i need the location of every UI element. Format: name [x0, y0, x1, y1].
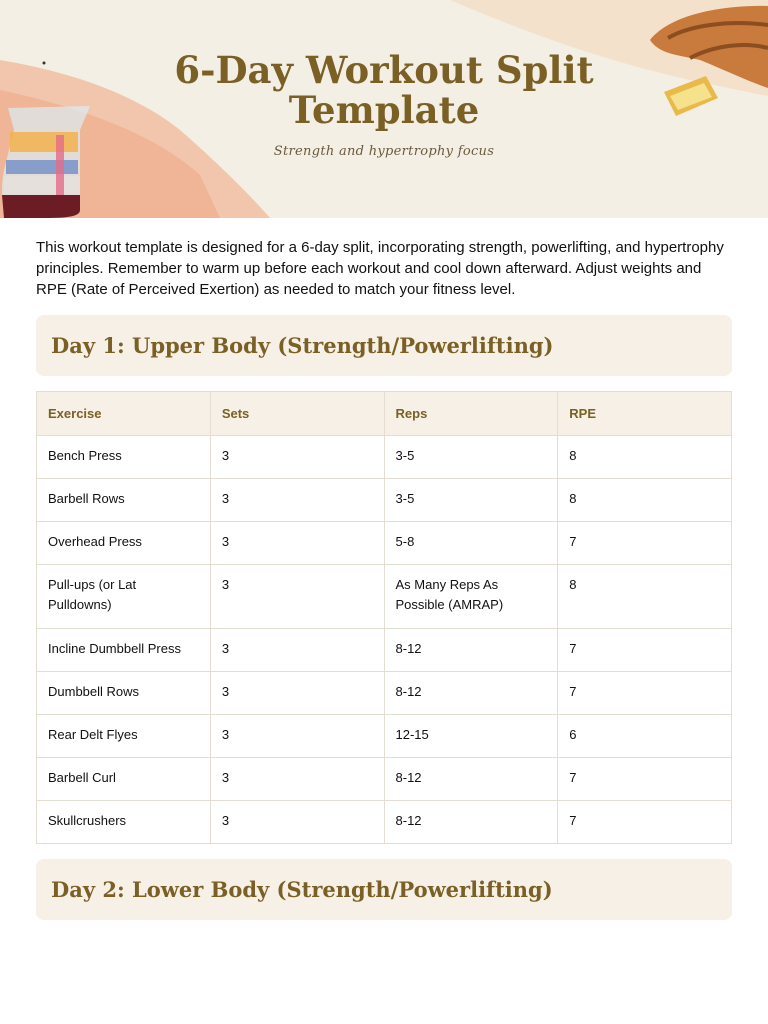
title-line-2: Template: [288, 88, 480, 132]
rpe-cell: 7: [558, 672, 732, 715]
table-row: [37, 436, 732, 479]
reps-cell: As Many Reps As Possible (AMRAP): [384, 565, 558, 629]
exercise-cell: Rear Delt Flyes: [37, 715, 211, 758]
day-1-title: Day 1: Upper Body (Strength/Powerlifting): [51, 333, 554, 358]
sets-cell: 3: [210, 565, 384, 629]
day-1-banner: [36, 315, 732, 376]
sets-cell: 3: [210, 672, 384, 715]
table-row: [37, 522, 732, 565]
title-line-1: 6-Day Workout Split: [174, 48, 594, 92]
table-header-row: [37, 392, 732, 436]
reps-cell: 3-5: [384, 436, 558, 479]
table-row: [37, 629, 732, 672]
rpe-cell: 6: [558, 715, 732, 758]
sets-cell: 3: [210, 436, 384, 479]
page-title: [0, 50, 768, 130]
rpe-cell: 8: [558, 479, 732, 522]
sets-cell: 3: [210, 479, 384, 522]
rpe-cell: 7: [558, 522, 732, 565]
reps-cell: 8-12: [384, 801, 558, 844]
day-1-table: [36, 391, 732, 844]
exercise-cell: Dumbbell Rows: [37, 672, 211, 715]
reps-cell: 8-12: [384, 672, 558, 715]
column-header-exercise: Exercise: [37, 392, 211, 436]
reps-cell: 8-12: [384, 758, 558, 801]
column-header-reps: Reps: [384, 392, 558, 436]
table-row: [37, 479, 732, 522]
rpe-cell: 8: [558, 436, 732, 479]
reps-cell: 5-8: [384, 522, 558, 565]
reps-cell: 8-12: [384, 629, 558, 672]
exercise-cell: Incline Dumbbell Press: [37, 629, 211, 672]
reps-cell: 12-15: [384, 715, 558, 758]
sets-cell: 3: [210, 801, 384, 844]
day-2-banner: [36, 859, 732, 920]
table-row: [37, 672, 732, 715]
reps-cell: 3-5: [384, 479, 558, 522]
table-row: [37, 801, 732, 844]
exercise-cell: Barbell Curl: [37, 758, 211, 801]
table-row: [37, 758, 732, 801]
header-banner: [0, 0, 768, 218]
day-2-title: Day 2: Lower Body (Strength/Powerlifting): [51, 877, 553, 902]
sets-cell: 3: [210, 758, 384, 801]
exercise-cell: Skullcrushers: [37, 801, 211, 844]
table-row: [37, 715, 732, 758]
exercise-cell: Pull-ups (or Lat Pulldowns): [37, 565, 211, 629]
column-header-rpe: RPE: [558, 392, 732, 436]
exercise-cell: Overhead Press: [37, 522, 211, 565]
rpe-cell: 8: [558, 565, 732, 629]
rpe-cell: 7: [558, 629, 732, 672]
rpe-cell: 7: [558, 758, 732, 801]
sets-cell: 3: [210, 715, 384, 758]
table-row: [37, 565, 732, 629]
rpe-cell: 7: [558, 801, 732, 844]
page-subtitle: Strength and hypertrophy focus: [273, 144, 495, 159]
column-header-sets: Sets: [210, 392, 384, 436]
exercise-cell: Barbell Rows: [37, 479, 211, 522]
exercise-cell: Bench Press: [37, 436, 211, 479]
sets-cell: 3: [210, 522, 384, 565]
sets-cell: 3: [210, 629, 384, 672]
intro-paragraph: This workout template is designed for a 6-day split, incorporating strength, powerlifting, and hypertrophy principles. Remember to warm up before each workout and cool down afterward. Adjust weights and RPE (Rate of Perceived Exertion) as needed to match your fitness level.: [36, 239, 724, 298]
